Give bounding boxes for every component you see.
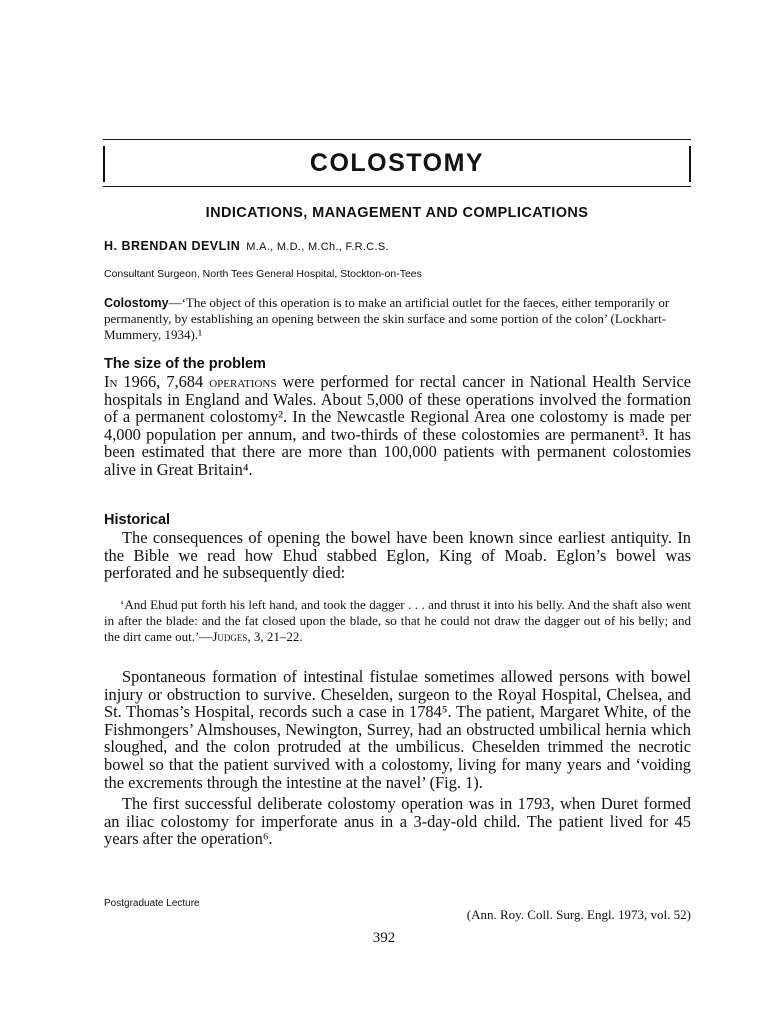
size-lead-in: In 1966, 7,684 operations [104,372,277,391]
bible-quote [104,597,691,645]
size-text: were performed for rectal cancer in National Health Service hospitals in England and Wales. About 5,000 of these operations involved the formation of a permanent colostomy². In the Newcastle Regional Area one colostomy is made per 4,000 population per annum, and two-thirds of these colostomies are permanent³. It has been estimated that there are more than 100,000 patients with permanent colostomies alive in Great Britain⁴. [104,372,692,479]
historical-p2: Spontaneous formation of intestinal fistulae sometimes allowed persons with bowel injury or obstruction to survive. Cheselden, surgeon to the Royal Hospital, Chelsea, and St. Thomas’s Hospital, records such a case in 1784⁵. The patient, Margaret White, of the Fishmongers’ Almshouses, Newington, Surrey, had an obstructed umbilical hernia which sloughed, and the colon protruded at the umbilicus. Cheselden trimmed the necrotic bowel so that the patient survived with a colostomy, living for many years and ‘voiding the excrements through the intestine at the navel’ (Fig. 1). [104,667,691,792]
quote-text: ‘And Ehud put forth his left hand, and took the dagger . . . and thrust it into his belly. And the shaft also went in after the blade: and the fat closed upon the blade, so that he could not draw the dagger out of his belly; and the dirt came out.’ [104,597,691,644]
author-affiliation: Consultant Surgeon, North Tees General Hospital, Stockton-on-Tees [104,268,422,280]
article-subtitle: INDICATIONS, MANAGEMENT AND COMPLICATIONS [205,205,589,221]
historical-p3: The first successful deliberate colostomy operation was in 1793, when Duret formed an iliac colostomy for imperforate anus in a 3-day-old child. The patient lived for 45 years after the operation⁶. [104,794,691,849]
author-name: H. BRENDAN DEVLIN [104,239,241,253]
lecture-label: Postgraduate Lecture [104,898,200,909]
section-heading-historical: Historical [104,512,171,528]
page-number: 392 [372,930,396,946]
section-size-body [104,373,691,479]
definition-term: Colostomy [104,296,169,310]
historical-paragraphs-2-3 [104,668,691,848]
title-box [103,139,691,187]
author-line [104,239,389,253]
journal-citation: (Ann. Roy. Coll. Surg. Engl. 1973, vol. 52) [466,907,691,922]
section-heading-size: The size of the problem [104,356,266,372]
article-title: COLOSTOMY [309,149,485,177]
definition-paragraph [104,295,691,343]
historical-p1: The consequences of opening the bowel have been known since earliest antiquity. In the Bible we read how Ehud stabbed Eglon, King of Moab. Eglon’s bowel was perforated and he subsequently died: [104,528,691,583]
quote-source: —Judges, 3, 21–22. [199,629,303,644]
author-degrees: M.A., M.D., M.Ch., F.R.C.S. [246,241,389,253]
historical-paragraph-1 [104,529,691,582]
definition-text: —‘The object of this operation is to make an artificial outlet for the faeces, either temporarily or permanently, by establishing an opening between the skin surface and some portion of the colon’ (Lockhart-Mummery, 1934).¹ [104,295,670,342]
